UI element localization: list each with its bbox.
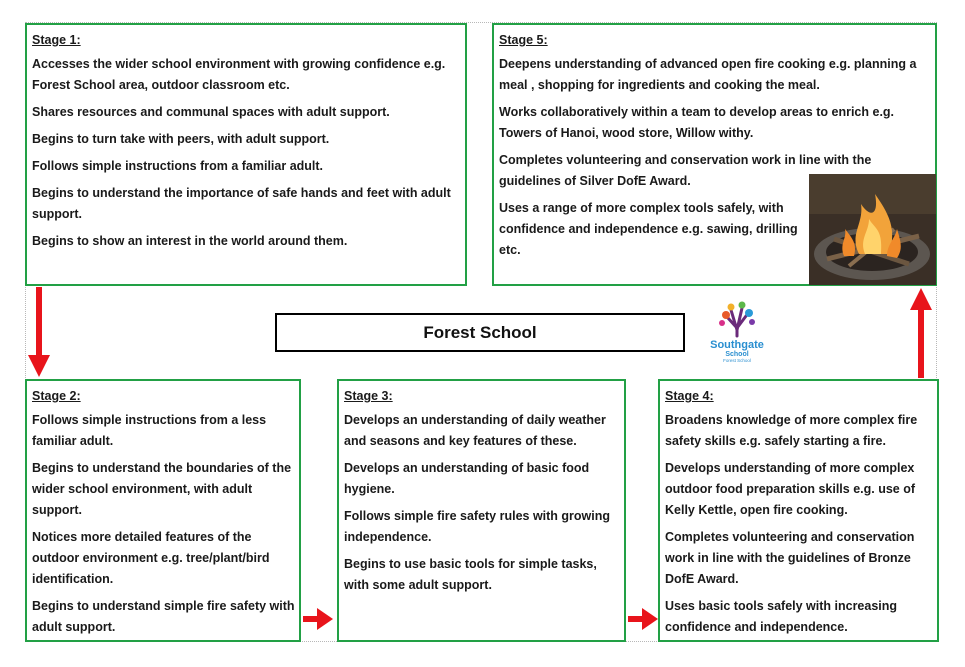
stage-1-item: Accesses the wider school environment with growing confidence e.g. Forest School area, outdoor classroom etc. (32, 57, 446, 92)
stage-1-box (25, 23, 467, 286)
stage-5-item: Completes volunteering and conservation work in line with the guidelines of Silver DofE Award. (499, 153, 872, 188)
stage-5-item: Deepens understanding of advanced open fire cooking e.g. planning a meal , shopping for ingredients and cooking the meal. (499, 57, 917, 92)
logo-line2: School (725, 351, 749, 358)
arrow-right-icon (628, 608, 658, 630)
stage-5-heading: Stage 5: (499, 33, 548, 47)
stage-4-item: Uses basic tools safely with increasing confidence and independence. (665, 599, 898, 634)
page-title (275, 313, 685, 352)
stage-3-item: Follows simple fire safety rules with growing independence. (344, 509, 611, 544)
logo-name: Southgate (710, 339, 764, 351)
campfire-photo (809, 174, 936, 285)
stage-1-item: Follows simple instructions from a familiar adult. (32, 159, 324, 173)
stage-2-item: Begins to understand simple fire safety with adult support. (32, 599, 295, 634)
stage-4-item: Develops understanding of more complex outdoor food preparation skills e.g. use of Kelly Kettle, open fire cooking. (665, 461, 916, 517)
stage-2-item: Follows simple instructions from a less familiar adult. (32, 413, 267, 448)
stage-1-item: Begins to understand the importance of safe hands and feet with adult support. (32, 186, 451, 221)
stage-2-item: Begins to understand the boundaries of the wider school environment, with adult support. (32, 461, 292, 517)
stage-3-item: Develops an understanding of basic food hygiene. (344, 461, 590, 496)
stage-4-heading: Stage 4: (665, 389, 714, 403)
arrow-up-icon (910, 288, 932, 378)
stage-3-item: Begins to use basic tools for simple tasks, with some adult support. (344, 557, 597, 592)
stage-1-item: Begins to show an interest in the world around them. (32, 234, 348, 248)
arrow-down-icon (28, 287, 50, 377)
stage-3-box (337, 379, 626, 642)
stage-2-heading: Stage 2: (32, 389, 81, 403)
arrow-right-icon (303, 608, 333, 630)
stage-4-item: Completes volunteering and conservation work in line with the guidelines of Bronze DofE Award. (665, 530, 915, 586)
stage-3-heading: Stage 3: (344, 389, 393, 403)
southgate-school-logo (704, 298, 770, 364)
stage-2-item: Notices more detailed features of the outdoor environment e.g. tree/plant/bird identification. (32, 530, 270, 586)
page-title-text: Forest School (423, 322, 537, 342)
stage-5-item: Works collaboratively within a team to develop areas to enrich e.g. Towers of Hanoi, wood store, Willow withy. (499, 105, 895, 140)
stage-1-item: Shares resources and communal spaces with adult support. (32, 105, 390, 119)
stage-1-item: Begins to turn take with peers, with adult support. (32, 132, 330, 146)
stage-2-box (25, 379, 301, 642)
stage-1-heading: Stage 1: (32, 33, 81, 47)
stage-4-box (658, 379, 939, 642)
stage-5-item: Uses a range of more complex tools safely, with confidence and independence e.g. sawing, drilling etc. (499, 201, 798, 257)
stage-3-item: Develops an understanding of daily weather and seasons and key features of these. (344, 413, 606, 448)
stage-4-item: Broadens knowledge of more complex fire safety skills e.g. safely starting a fire. (665, 413, 918, 448)
logo-line3: Forest School (723, 358, 751, 363)
